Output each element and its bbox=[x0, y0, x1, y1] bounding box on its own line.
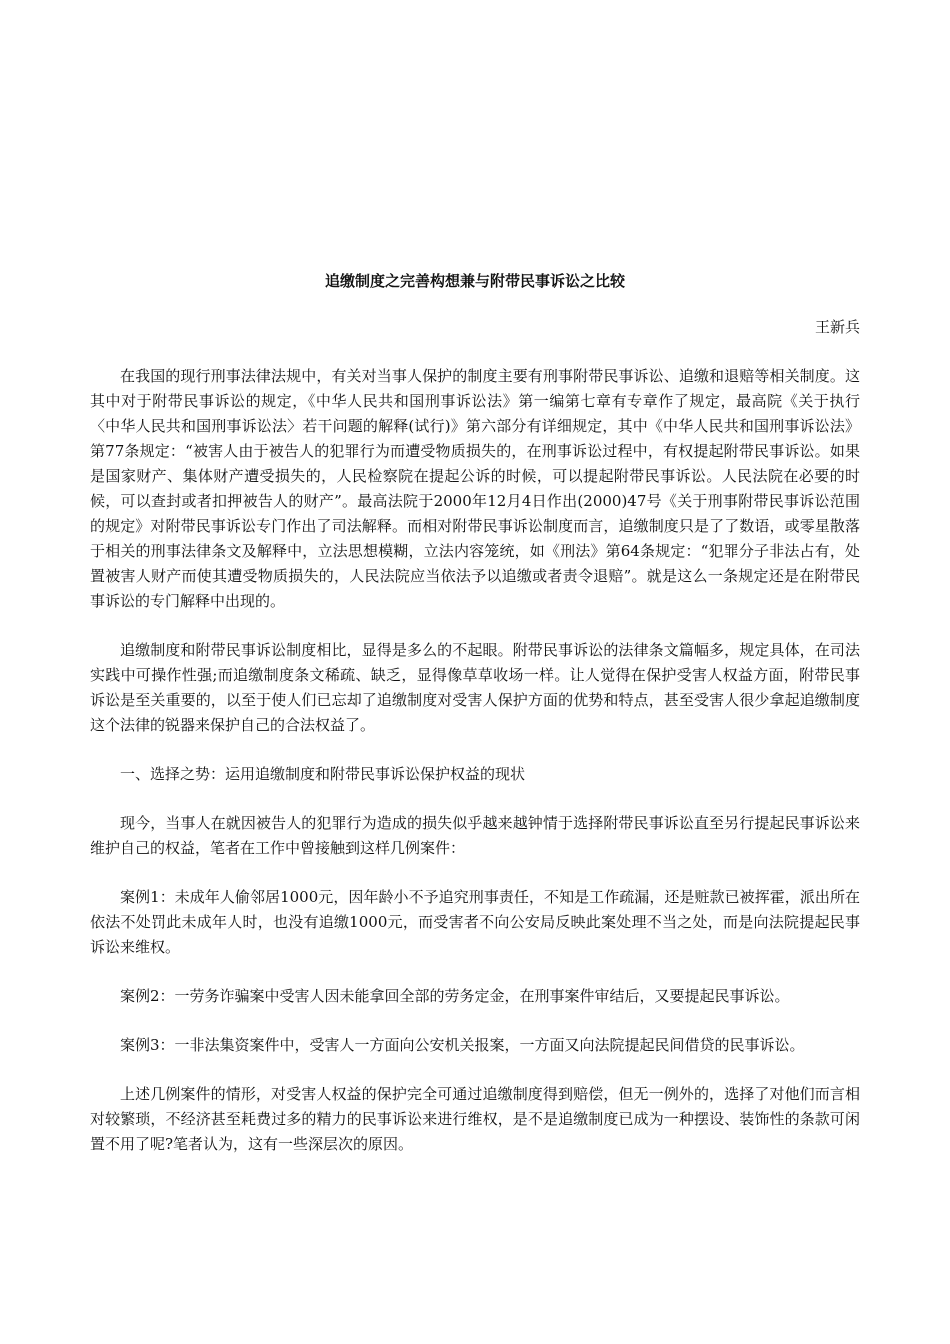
document-author: 王新兵 bbox=[814, 318, 860, 336]
paragraph-analysis: 上述几例案件的情形，对受害人权益的保护完全可通过追缴制度得到赔偿，但无一例外的，选择了对他们而言相对较繁琐，不经济甚至耗费过多的精力的民事诉讼来进行维权，是不是追缴制度已成为一种摆设、装饰性的条款可闲置不用了呢?笔者认为，这有一些深层次的原因。 bbox=[90, 1085, 860, 1153]
paragraph-case-1: 案例1：未成年人偷邻居1000元，因年龄小不予追究刑事责任，不知是工作疏漏，还是赃款已被挥霍，派出所在依法不处罚此未成年人时，也没有追缴1000元，而受害者不向公安局反映此案处理不当之处，而是向法院提起民事诉讼来维权。 bbox=[90, 888, 860, 956]
section-heading-1: 一、选择之势：运用追缴制度和附带民事诉讼保护权益的现状 bbox=[120, 765, 526, 783]
document-title: 追缴制度之完善构想兼与附带民事诉讼之比较 bbox=[324, 272, 625, 290]
paragraph-case-2: 案例2：一劳务诈骗案中受害人因未能拿回全部的劳务定金，在刑事案件审结后，又要提起民事诉讼。 bbox=[120, 987, 790, 1005]
paragraph-case-3: 案例3：一非法集资案件中，受害人一方面向公安机关报案，一方面又向法院提起民间借贷的民事诉讼。 bbox=[120, 1036, 805, 1054]
paragraph-intro: 在我国的现行刑事法律法规中，有关对当事人保护的制度主要有刑事附带民事诉讼、追缴和退赔等相关制度。这其中对于附带民事诉讼的规定，《中华人民共和国刑事诉讼法》第一编第七章有专章作了规定，最高院《关于执行〈中华人民共和国刑事诉讼法〉若干问题的解释(试行)》第六部分有详细规定，其中《中华人民共和国刑事诉讼法》第77条规定：“被害人由于被告人的犯罪行为而遭受物质损失的，在刑事诉讼过程中，有权提起附带民事诉讼。如果是国家财产、集体财产遭受损失的，人民检察院在提起公诉的时候，可以提起附带民事诉讼。人民法院在必要的时候，可以查封或者扣押被告人的财产”。最高法院于2000年12月4日作出(2000)47号《关于刑事附带民事诉讼范围的规定》对附带民事诉讼专门作出了司法解释。而相对附带民事诉讼制度而言，追缴制度只是了了数语，或零星散落于相关的刑事法律条文及解释中，立法思想模糊，立法内容笼统，如《刑法》第64条规定：“犯罪分子非法占有，处置被害人财产而使其遭受物质损失的，人民法院应当依法予以追缴或者责令退赔”。就是这么一条规定还是在附带民事诉讼的专门解释中出现的。 bbox=[90, 367, 860, 610]
document-body bbox=[90, 364, 860, 1181]
paragraph-comparison: 追缴制度和附带民事诉讼制度相比，显得是多么的不起眼。附带民事诉讼的法律条文篇幅多，规定具体，在司法实践中可操作性强;而追缴制度条文稀疏、缺乏，显得像草草收场一样。让人觉得在保护受害人权益方面，附带民事诉讼是至关重要的，以至于使人们已忘却了追缴制度对受害人保护方面的优势和特点，甚至受害人很少拿起追缴制度这个法律的锐器来保护自己的合法权益了。 bbox=[90, 641, 860, 734]
paragraph-current-situation: 现今，当事人在就因被告人的犯罪行为造成的损失似乎越来越钟情于选择附带民事诉讼直至另行提起民事诉讼来维护自己的权益，笔者在工作中曾接触到这样几例案件： bbox=[90, 814, 860, 857]
